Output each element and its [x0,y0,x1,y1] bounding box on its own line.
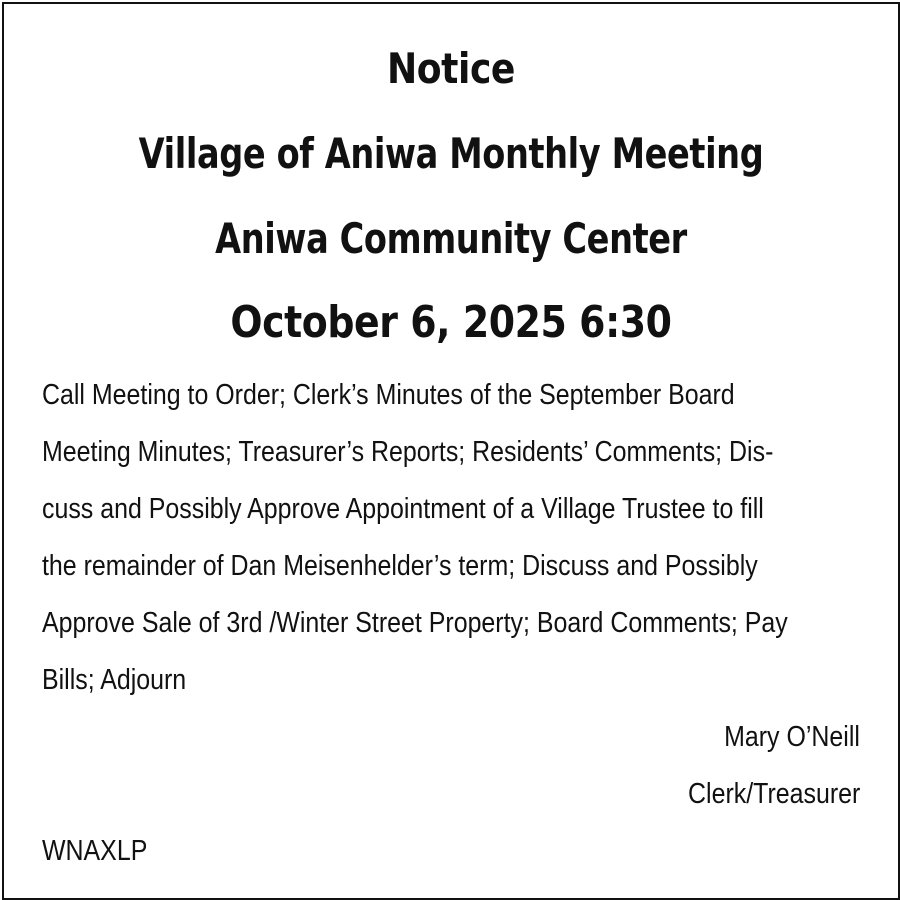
meeting-venue: Aniwa Community Center [215,214,687,263]
signatory-name: Mary O’Neill [724,721,860,753]
agenda-line: cuss and Possibly Approve Appointment of a Village Trustee to fill [42,493,764,525]
legal-notice-frame [2,2,900,900]
meeting-title: Village of Aniwa Monthly Meeting [138,129,764,178]
agenda-line: Call Meeting to Order; Clerk’s Minutes of the September Board [42,379,735,411]
agenda-line: the remainder of Dan Meisenhelder’s term; Discuss and Possibly [42,550,758,582]
publication-code: WNAXLP [42,835,148,867]
agenda-line: Meeting Minutes; Treasurer’s Reports; Residents’ Comments; Dis- [42,436,774,468]
agenda-line: Bills; Adjourn [42,664,187,696]
meeting-datetime: October 6, 2025 6:30 [230,297,672,348]
notice-heading: Notice [386,44,516,93]
signatory-title: Clerk/Treasurer [687,778,860,810]
agenda-line: Approve Sale of 3rd /Winter Street Property; Board Comments; Pay [42,607,788,639]
